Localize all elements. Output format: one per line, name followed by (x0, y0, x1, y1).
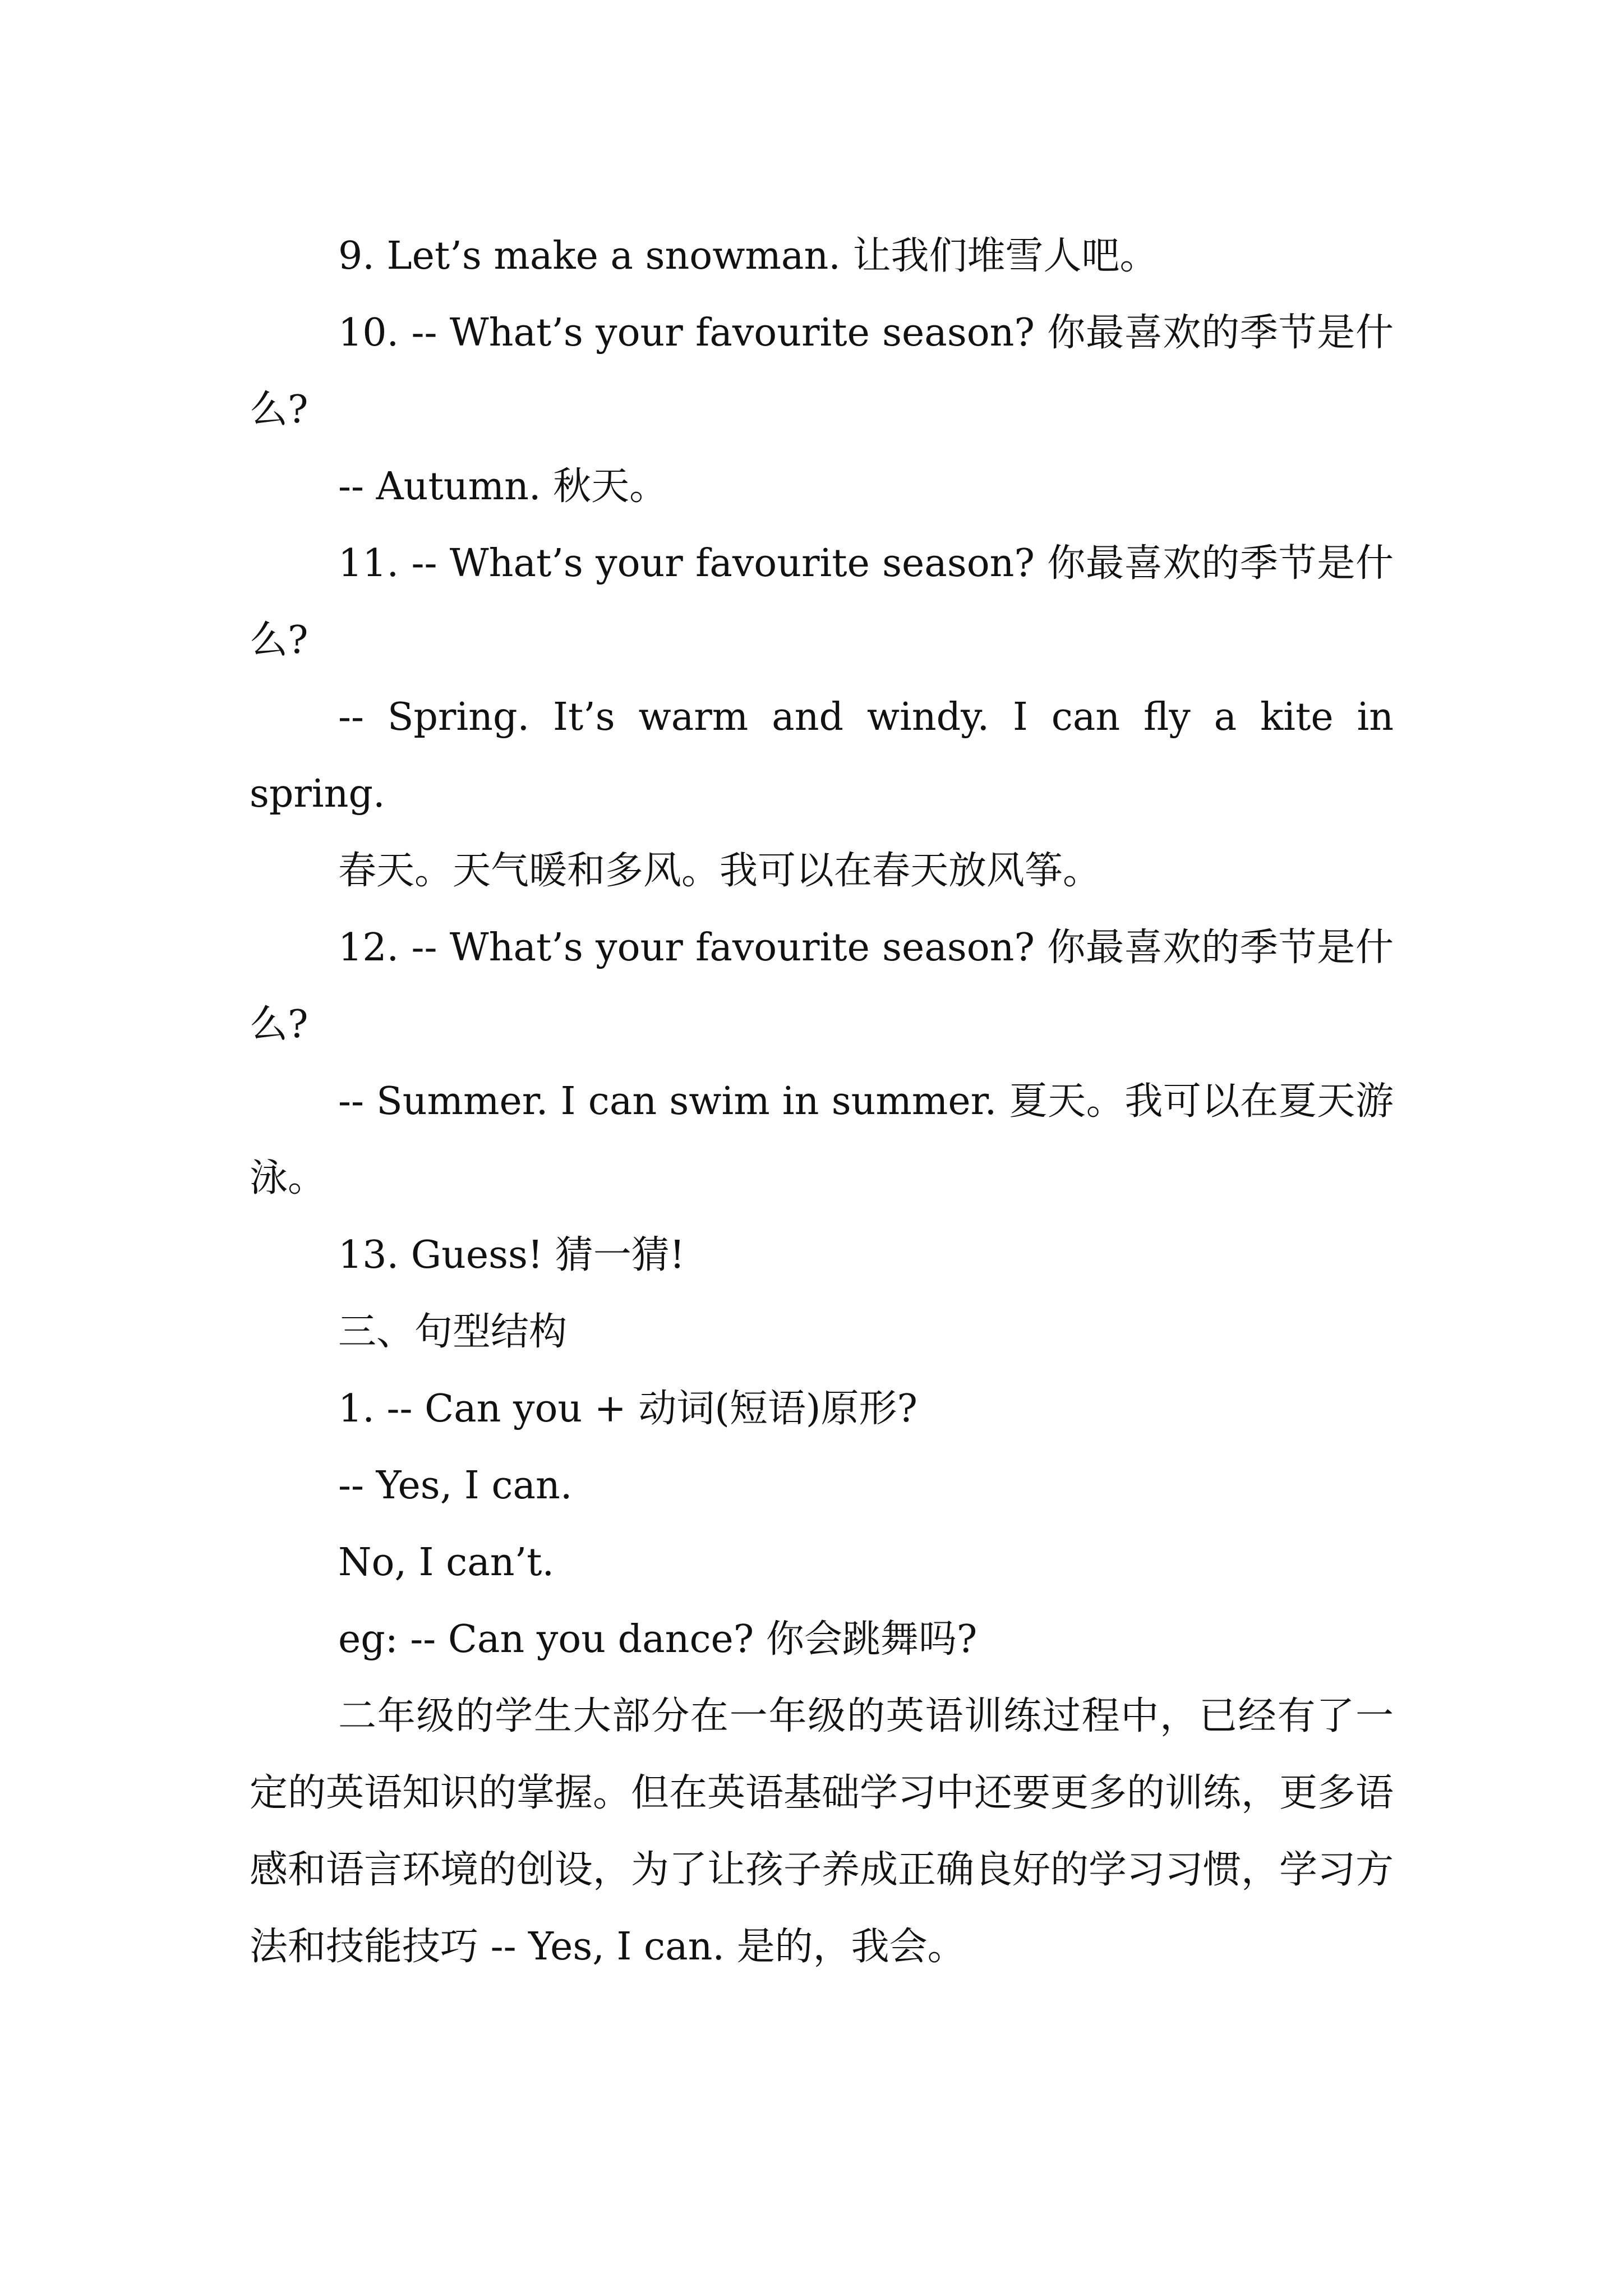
section-heading-sentence-structure: 三、句型结构 (338, 1310, 568, 1354)
pattern-1-yes: -- Yes, I can. (338, 1464, 573, 1508)
paragraph-12-answer: -- Summer. I can swim in summer. 夏天。我可以在夏天游泳。 (250, 1079, 1394, 1200)
paragraph-10-answer: -- Autumn. 秋天。 (338, 464, 668, 509)
pattern-1-example: eg: -- Can you dance? 你会跳舞吗? (338, 1617, 978, 1662)
paragraph-13: 13. Guess! 猜一猜! (338, 1233, 685, 1277)
paragraph-10: 10. -- What’s your favourite season? 你最喜欢的季节是什么? (250, 311, 1394, 432)
paragraph-12: 12. -- What’s your favourite season? 你最喜欢的季节是什么? (250, 926, 1394, 1047)
paragraph-11: 11. -- What’s your favourite season? 你最喜欢的季节是什么? (250, 541, 1394, 662)
paragraph-11-translation: 春天。天气暖和多风。我可以在春天放风筝。 (338, 849, 1101, 893)
closing-paragraph: 二年级的学生大部分在一年级的英语训练过程中，已经有了一定的英语知识的掌握。但在英语基础学习中还要更多的训练，更多语感和语言环境的创设，为了让孩子养成正确良好的学习习惯，学习方法和技能技巧 -- Yes, I can. 是的，我会。 (250, 1694, 1394, 1969)
paragraph-9: 9. Let’s make a snowman. 让我们堆雪人吧。 (338, 234, 1158, 278)
paragraph-11-answer: -- Spring. It’s warm and windy. I can fly a kite in spring. (250, 695, 1394, 816)
document-body (250, 218, 1394, 1985)
pattern-1: 1. -- Can you + 动词(短语)原形? (338, 1387, 917, 1431)
pattern-1-no: No, I can’t. (338, 1540, 555, 1585)
